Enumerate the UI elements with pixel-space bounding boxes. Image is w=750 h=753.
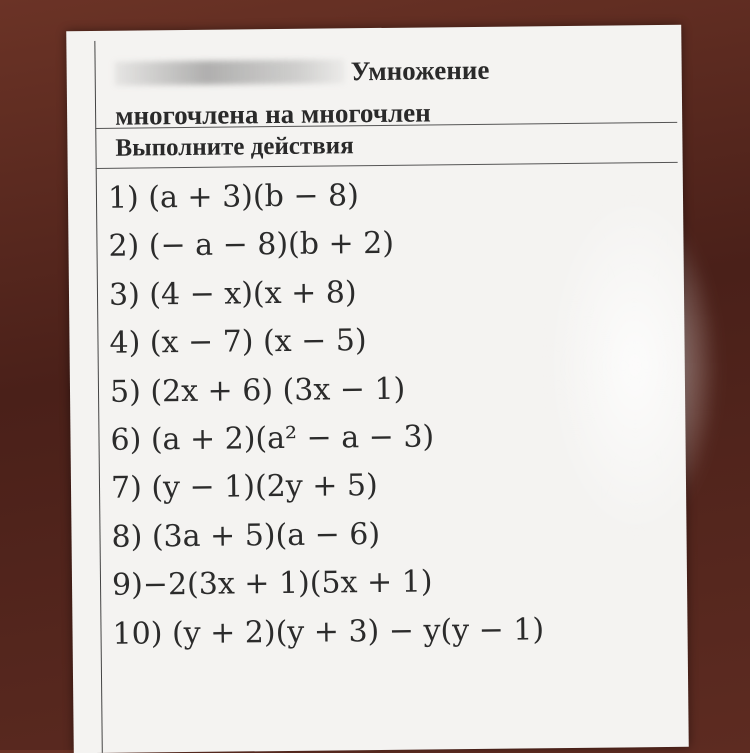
worksheet-paper bbox=[66, 25, 689, 753]
problem-item: 4) (x − 7) (x − 5) bbox=[109, 323, 367, 361]
worksheet-subtitle: Выполните действия bbox=[115, 132, 354, 162]
problem-item: 1) (a + 3)(b − 8) bbox=[107, 178, 359, 216]
problem-item: 9)−2(3x + 1)(5x + 1) bbox=[111, 564, 433, 603]
problem-item: 5) (2x + 6) (3x − 1) bbox=[109, 371, 406, 410]
redacted-text bbox=[115, 59, 345, 85]
problem-item: 3) (4 − x)(x + 8) bbox=[108, 274, 357, 313]
title-line-1: Умножение bbox=[350, 54, 490, 87]
problem-item: 8) (3a + 5)(a − 6) bbox=[111, 516, 381, 555]
blurred-region bbox=[548, 194, 722, 536]
problem-item: 2) (− a − 8)(b + 2) bbox=[108, 226, 395, 265]
title-line-2: многочлена на многочлен bbox=[114, 97, 431, 131]
problem-item: 7) (y − 1)(2y + 5) bbox=[110, 468, 378, 507]
problem-item: 6) (a + 2)(a² − a − 3) bbox=[110, 419, 435, 458]
problem-list bbox=[108, 171, 545, 659]
problem-item: 10) (y + 2)(y + 3) − y(y − 1) bbox=[112, 611, 545, 652]
